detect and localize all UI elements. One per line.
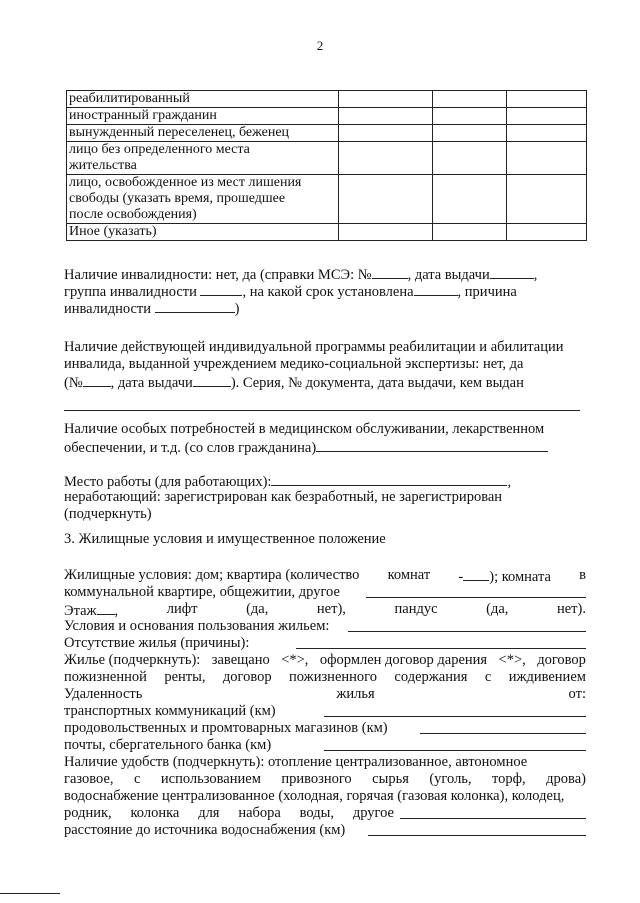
- disability-text-1b: , дата выдачи: [407, 267, 490, 283]
- table-cell[interactable]: [339, 125, 433, 142]
- row-label: реабилитированный: [67, 91, 339, 108]
- table-cell[interactable]: [507, 175, 587, 224]
- housing-text-16: расстояние до источника водоснабжения (км): [64, 822, 346, 838]
- table-row: [67, 91, 587, 108]
- mse-date-field[interactable]: [490, 265, 534, 279]
- no-housing-reasons-field[interactable]: [296, 635, 586, 649]
- housing-line-1: Жилищные условия: дом; квартира (количество комнат - ); комната в: [64, 567, 586, 585]
- work-text-3: (подчеркнуть): [64, 506, 152, 522]
- disability-group-field[interactable]: [200, 282, 242, 296]
- table-row: [67, 108, 587, 125]
- table-row: [67, 125, 587, 142]
- disability-block: [64, 265, 590, 316]
- rooms-count-field[interactable]: [463, 567, 489, 581]
- housing-line-7: пожизненной ренты, договор пожизненного содержания с иждивением: [64, 669, 586, 685]
- row-label: лицо без определенного места жительства: [67, 142, 339, 175]
- table-cell[interactable]: [339, 108, 433, 125]
- water-distance-field[interactable]: [368, 822, 586, 836]
- row-label: вынужденный переселенец, беженец: [67, 125, 339, 142]
- housing-text-4: Условия и основания пользования жильем:: [64, 618, 330, 634]
- transport-distance-field[interactable]: [324, 703, 586, 717]
- ipra-date-field[interactable]: [193, 373, 231, 387]
- table-cell[interactable]: [507, 224, 587, 241]
- housing-line-6: Жилье (подчеркнуть): завещано <*>, оформлен договор дарения <*>, договор: [64, 652, 586, 668]
- ipra-text-3a: (№: [64, 375, 83, 391]
- needs-block: [64, 421, 590, 455]
- status-table: [66, 90, 587, 241]
- housing-text-10: продовольственных и промтоварных магазинов (км): [64, 720, 388, 736]
- housing-other-field[interactable]: [366, 584, 586, 598]
- table-row: [67, 142, 587, 175]
- page-number: 2: [316, 38, 324, 53]
- row-label: Иное (указать): [67, 224, 339, 241]
- table-cell[interactable]: [433, 142, 507, 175]
- section-3-title: 3. Жилищные условия и имущественное положение: [64, 531, 386, 547]
- shops-distance-field[interactable]: [420, 720, 586, 734]
- needs-field[interactable]: [316, 438, 548, 452]
- ipra-text-3c: ). Серия, № документа, дата выдачи, кем выдан: [230, 375, 524, 391]
- table-cell[interactable]: [433, 125, 507, 142]
- table-cell[interactable]: [339, 142, 433, 175]
- table-cell[interactable]: [339, 224, 433, 241]
- post-bank-distance-field[interactable]: [324, 737, 586, 751]
- housing-conditions-field[interactable]: [348, 618, 586, 632]
- housing-text-12: Наличие удобств (подчеркнуть): отопление централизованное, автономное: [64, 754, 528, 770]
- disability-text-1: Наличие инвалидности: нет, да (справки МСЭ: №: [64, 267, 372, 283]
- housing-text-11: почты, сбергательного банка (км): [64, 737, 272, 753]
- housing-text-5: Отсутствие жилья (причины):: [64, 635, 250, 651]
- housing-block: [64, 567, 586, 839]
- floor-field[interactable]: [97, 601, 115, 615]
- table-cell[interactable]: [433, 175, 507, 224]
- ipra-issuer-field[interactable]: [64, 410, 580, 411]
- housing-line-8: Удаленность жилья от:: [64, 686, 586, 702]
- housing-text-9: транспортных коммуникаций (км): [64, 703, 276, 719]
- table-cell[interactable]: [433, 108, 507, 125]
- table-cell[interactable]: [433, 224, 507, 241]
- table-cell[interactable]: [339, 175, 433, 224]
- ipra-number-field[interactable]: [83, 373, 111, 387]
- housing-line-15: родник, колонка для набора воды, другое: [64, 805, 394, 821]
- mse-number-field[interactable]: [372, 265, 408, 279]
- ipra-block: [64, 339, 590, 390]
- housing-text-2: коммунальной квартире, общежитии, другое: [64, 584, 340, 600]
- work-text-1: Место работы (для работающих):: [64, 474, 272, 490]
- housing-line-3: Этаж , лифт (да, нет), пандус (да, нет).: [64, 601, 586, 619]
- needs-text-1: Наличие особых потребностей в медицинском обслуживании, лекарственном: [64, 421, 545, 437]
- housing-text-14: водоснабжение централизованное (холодная, горячая (газовая колонка), колодец,: [64, 788, 565, 804]
- disability-text-2c: , причина: [457, 284, 517, 300]
- disability-text-1c: ,: [533, 267, 538, 283]
- housing-line-13: газовое, с использованием привозного сырья (уголь, торф, дрова): [64, 771, 586, 787]
- work-text-1end: ,: [507, 474, 512, 490]
- ipra-text-2: инвалида, выданной учреждением медико-социальной экспертизы: нет, да: [64, 356, 524, 372]
- ipra-text-1: Наличие действующей индивидуальной программы реабилитации и абилитации: [64, 339, 564, 355]
- work-block: [64, 472, 590, 523]
- table-cell[interactable]: [433, 91, 507, 108]
- workplace-field[interactable]: [271, 472, 507, 486]
- disability-text-3: инвалидности: [64, 301, 152, 317]
- disability-text-2b: , на какой срок установлена: [242, 284, 414, 300]
- water-other-field[interactable]: [400, 805, 586, 819]
- ipra-text-3b: , дата выдачи: [110, 375, 193, 391]
- table-cell[interactable]: [507, 108, 587, 125]
- disability-text-2: группа инвалидности: [64, 284, 197, 300]
- table-row: [67, 224, 587, 241]
- work-text-2: неработающий: зарегистрирован как безработный, не зарегистрирован: [64, 489, 503, 505]
- table-cell[interactable]: [507, 142, 587, 175]
- table-cell[interactable]: [507, 125, 587, 142]
- disability-reason-field[interactable]: [155, 299, 235, 313]
- footnote-rule: [0, 893, 60, 894]
- disability-term-field[interactable]: [414, 282, 458, 296]
- needs-text-2: обеспечении, и т.д. (со слов гражданина): [64, 440, 317, 456]
- row-label: лицо, освобожденное из мест лишения свободы (указать время, прошедшее после освобождения): [67, 175, 339, 224]
- table-cell[interactable]: [339, 91, 433, 108]
- disability-text-3b: ): [234, 301, 240, 317]
- table-cell[interactable]: [507, 91, 587, 108]
- table-row: [67, 175, 587, 224]
- row-label: иностранный гражданин: [67, 108, 339, 125]
